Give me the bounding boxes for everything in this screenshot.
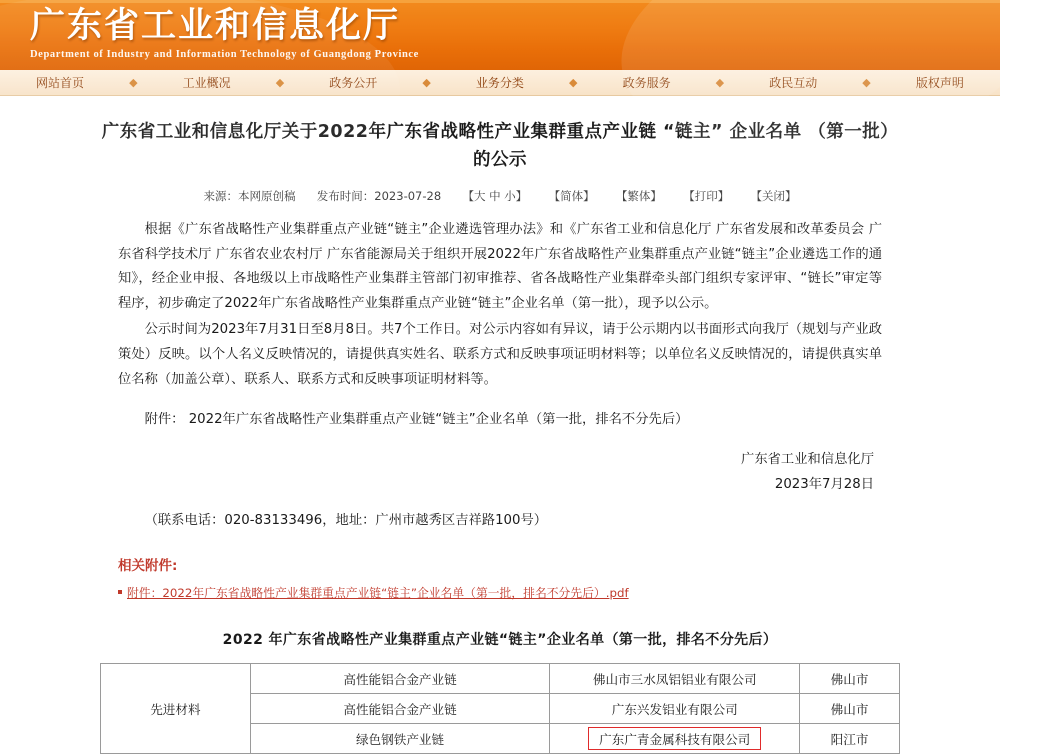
simplified-chinese-link[interactable]: 【简体】 <box>548 189 595 203</box>
paragraph-2: 公示时间为2023年7月31日至8月8日。共7个工作日。对公示内容如有异议，请于公示期内以书面形式向我厅（规划与产业政策处）反映。以个人名义反映情况的，请提供真实姓名、联系方式和反映事项证明材料等；以单位名义反映情况的，请提供真实单位名称（加盖公章）、联系人、联系方式和反映事项证明材料等。 <box>118 322 882 387</box>
table-row <box>101 664 900 694</box>
nav-separator-icon: ◆ <box>275 76 285 89</box>
cell-city: 佛山市 <box>800 664 900 694</box>
cell-firm: 广东兴发铝业有限公司 <box>550 694 800 724</box>
meta-date-value: 2023-07-28 <box>374 189 442 203</box>
font-size-control[interactable]: 【大 中 小】 <box>462 189 528 203</box>
signature-organization: 广东省工业和信息化厅 <box>741 451 874 467</box>
attachment-link[interactable] <box>118 584 882 601</box>
site-banner <box>0 0 1000 70</box>
document-body <box>30 218 970 433</box>
cell-chain: 绿色钢铁产业链 <box>250 724 550 754</box>
site-title-cn: 广东省工业和信息化厅 <box>30 6 401 46</box>
nav-item-government-affairs[interactable]: 政务公开 <box>329 75 378 90</box>
attachments-heading: 相关附件: <box>118 558 178 575</box>
traditional-chinese-link[interactable]: 【繁体】 <box>615 189 662 203</box>
paragraph-1: 根据《广东省战略性产业集群重点产业链“链主”企业遴选管理办法》和《广东省工业和信息化厅 广东省发展和改革委员会 广东省科学技术厅 广东省农业农村厅 广东省能源局关于组织开展2022年广东省战略性产业集群重点产业链“链主”企业遴选工作的通知》，经企业申报、各地级以上市战略性产业集群主管部门初审推荐、省各战略性产业集群牵头部门组织专家评审、“链长”审定等程序，初步确定了2022年广东省战略性产业集群重点产业链“链主”企业名单（第一批），现予以公示。 <box>118 222 882 311</box>
nav-item-copyright[interactable]: 版权声明 <box>915 75 964 90</box>
contact-line: （联系电话：020-83133496，地址：广州市越秀区吉祥路100号） <box>144 513 548 529</box>
banner-content <box>30 0 970 60</box>
nav-item-business-categories[interactable]: 业务分类 <box>475 75 524 90</box>
nav-item-public-interaction[interactable]: 政民互动 <box>769 75 818 90</box>
cell-chain: 高性能铝合金产业链 <box>250 694 550 724</box>
attachment-label: 附件：2022年广东省战略性产业集群重点产业链“链主”企业名单（第一批，排名不分先后）.pdf <box>127 586 629 601</box>
nav-item-industry-overview[interactable]: 工业概况 <box>182 75 231 90</box>
paragraph-attachment-note: 附件： 2022年广东省战略性产业集群重点产业链“链主”企业名单（第一批，排名不分先后） <box>144 412 689 428</box>
signature-date: 2023年7月28日 <box>774 477 874 492</box>
page-title: 广东省工业和信息化厅关于2022年广东省战略性产业集群重点产业链 “链主” 企业名单 （第一批）的公示 <box>101 122 899 170</box>
cell-firm-highlighted <box>550 724 800 754</box>
bullet-icon <box>118 590 122 594</box>
nav-separator-icon: ◆ <box>129 76 138 89</box>
highlight-box: 广东广青金属科技有限公司 <box>588 727 761 750</box>
nav-item-government-services[interactable]: 政务服务 <box>622 75 671 90</box>
nav-separator-icon: ◆ <box>715 76 725 89</box>
document-content <box>30 96 970 754</box>
nav-separator-icon: ◆ <box>862 76 871 89</box>
cell-category: 先进材料 <box>101 664 251 754</box>
close-link[interactable]: 【关闭】 <box>750 189 797 203</box>
document-meta <box>30 188 970 204</box>
print-link[interactable]: 【打印】 <box>683 189 730 203</box>
site-title-en: Department of Industry and Information Technology of Guangdong Province <box>30 48 419 60</box>
cell-firm: 佛山市三水凤铝铝业有限公司 <box>550 664 800 694</box>
nav-separator-icon: ◆ <box>569 76 578 89</box>
cell-city: 阳江市 <box>800 724 900 754</box>
nav-separator-icon: ◆ <box>422 76 431 89</box>
attachments-list <box>30 584 970 601</box>
table-title: 2022 年广东省战略性产业集群重点产业链“链主”企业名单（第一批，排名不分先后） <box>222 632 778 649</box>
meta-source-value: 本网原创稿 <box>237 189 296 203</box>
chain-leader-table <box>100 663 900 754</box>
signature-block <box>30 447 970 498</box>
meta-source-label: 来源： <box>203 189 238 203</box>
cell-chain: 高性能铝合金产业链 <box>250 664 550 694</box>
nav-item-home[interactable]: 网站首页 <box>36 75 85 90</box>
meta-date-label: 发布时间： <box>316 189 375 203</box>
cell-city: 佛山市 <box>800 694 900 724</box>
